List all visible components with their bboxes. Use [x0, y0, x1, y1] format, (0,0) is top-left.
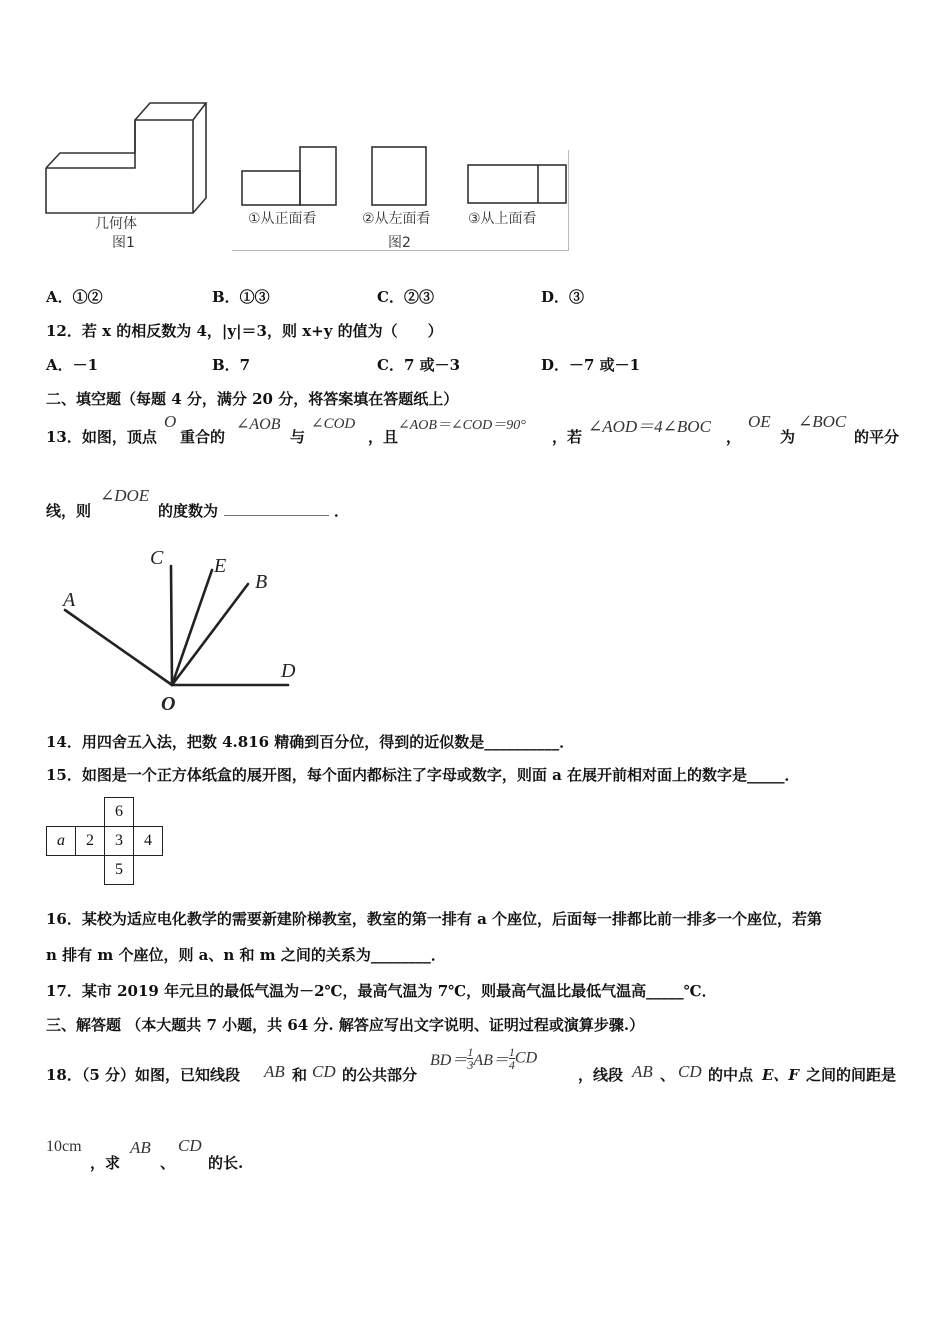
q18-midpoints-ef: E、F	[762, 1066, 800, 1084]
q18-text-2: 和	[292, 1066, 308, 1084]
q13-angle-figure	[55, 540, 315, 715]
q18-segment-ab-2: AB	[632, 1062, 653, 1081]
q16-question-line-2: n 排有 m 个座位，则 a、n 和 m 之间的关系为________．	[46, 946, 446, 964]
ray-oa	[65, 610, 172, 685]
q13-equal-angles: ∠AOB＝∠COD＝90°	[398, 418, 526, 433]
label-a: A	[63, 589, 76, 611]
q18-text-6: 的中点	[708, 1066, 754, 1084]
net-face-3: 3	[105, 827, 134, 856]
label-d: D	[281, 660, 296, 682]
q13-angle-cod: ∠COD	[311, 416, 356, 432]
q13-line-2	[46, 486, 546, 522]
q18-fraction-2-den: 4	[508, 1058, 515, 1072]
q11-option-b: B．①③	[212, 288, 270, 306]
q11-figure	[40, 95, 570, 255]
q13-vertex-o: O	[164, 412, 177, 431]
q18-fraction-1-num: 1	[467, 1045, 474, 1059]
front-view-drawing	[240, 145, 340, 207]
q13-text-6: ，	[726, 428, 742, 446]
q18-line-1	[46, 1040, 926, 1090]
q13-text-4: ，且	[368, 428, 399, 446]
q17-question: 17．某市 2019 年元旦的最低气温为－2℃，最高气温为 7℃，则最高气温比最低气温高_____℃．	[46, 982, 717, 1000]
q12-option-b: B．7	[212, 356, 251, 374]
q18-text-7: 之间的间距是	[806, 1066, 897, 1084]
label-b: B	[255, 571, 268, 593]
q18-text-3: 的公共部分	[342, 1066, 418, 1084]
q18-cd-end: CD	[514, 1049, 538, 1067]
q13-text-1: 13．如图，顶点	[46, 428, 157, 446]
q11-option-c: C．②③	[377, 288, 434, 306]
q18-text-4: ，线段	[578, 1066, 624, 1084]
q12-option-d: D．－7 或－1	[541, 356, 641, 374]
q18-text-5: 、	[660, 1066, 676, 1084]
q11-option-d: D．③	[541, 288, 585, 306]
section-3-heading: 三、解答题 （本大题共 7 小题，共 64 分. 解答应写出文字说明、证明过程或演算步骤.）	[46, 1016, 645, 1034]
net-face-bottom: 5	[105, 856, 134, 885]
net-face-4: 4	[134, 827, 163, 856]
ray-ob	[172, 584, 248, 685]
q13-text-8: 的平分	[854, 428, 900, 446]
q12-option-a: A．－1	[46, 356, 99, 374]
q11-option-a: A．①②	[46, 288, 103, 306]
q18-fraction-2-num: 1	[508, 1045, 515, 1059]
figure-2-label: 图2	[388, 235, 411, 251]
q13-text-5: ，若	[552, 428, 583, 446]
q13-line-1	[46, 412, 916, 452]
q18-text-9: 、	[160, 1154, 176, 1172]
q13-text-10: 的度数为	[158, 502, 219, 520]
cube-net	[46, 797, 163, 885]
q15-question: 15．如图是一个正方体纸盒的展开图，每个面内都标注了字母或数字，则面 a 在展开前相对面上的数字是_____．	[46, 766, 800, 784]
q16-question-line-1: 16．某校为适应电化教学的需要新建阶梯教室，教室的第一排有 a 个座位，后面每一排都比前一排多一个座位，若第	[46, 910, 823, 928]
q18-segment-cd-2: CD	[678, 1062, 702, 1081]
net-face-top: 6	[105, 798, 134, 827]
q13-text-2: 重合的	[180, 428, 226, 446]
q12-option-c: C．7 或－3	[377, 356, 461, 374]
q18-segment-cd: CD	[312, 1062, 336, 1081]
q18-ab-eq: AB＝	[473, 1052, 509, 1069]
q18-line-2	[46, 1134, 446, 1174]
solid-label: 几何体	[95, 216, 137, 232]
q13-angle-doe: ∠DOE	[100, 486, 150, 505]
left-view-label: ②从左面看	[362, 211, 431, 227]
q13-text-7: 为	[780, 428, 796, 446]
q18-distance: 10cm	[46, 1138, 82, 1155]
section-2-heading: 二、填空题（每题 4 分，满分 20 分，将答案填在答题纸上）	[46, 390, 459, 408]
q18-text-10: 的长.	[208, 1154, 244, 1172]
l-shaped-solid-drawing	[40, 95, 210, 220]
top-view-drawing	[466, 163, 570, 207]
top-view-label: ③从上面看	[468, 211, 537, 227]
q13-angle-aob: ∠AOB	[236, 416, 281, 433]
q18-segment-ab: AB	[264, 1062, 285, 1081]
q18-text-8: ，求	[90, 1154, 121, 1172]
label-e: E	[214, 555, 227, 577]
q18-equation	[430, 1046, 537, 1071]
net-face-2: 2	[76, 827, 105, 856]
q18-text-1: 18．（5 分）如图，已知线段	[46, 1066, 241, 1084]
left-view-drawing	[370, 145, 430, 207]
figure-1-label: 图1	[112, 235, 135, 251]
q13-answer-blank: ______________	[224, 498, 329, 516]
q13-ray-oe: OE	[748, 412, 771, 431]
ray-oc	[171, 566, 172, 685]
q14-question: 14．用四舍五入法，把数 4.816 精确到百分位，得到的近似数是__________．	[46, 733, 575, 751]
q18-segment-ab-3: AB	[130, 1138, 151, 1157]
q18-fraction-1-den: 3	[467, 1058, 474, 1072]
ray-oe	[172, 570, 212, 685]
q13-text-9: 线，则	[46, 502, 92, 520]
net-face-a: a	[47, 827, 76, 856]
q13-angle-boc: ∠BOC	[798, 412, 847, 431]
q18-segment-cd-3: CD	[178, 1136, 202, 1155]
q13-text-3: 与	[290, 428, 306, 446]
q12-question: 12．若 x 的相反数为 4，|y|＝3，则 x+y 的值为（ ）	[46, 322, 443, 340]
front-view-label: ①从正面看	[248, 211, 317, 227]
label-c: C	[150, 547, 164, 569]
q18-bd: BD＝	[430, 1052, 468, 1069]
q13-angle-relation: ∠AOD＝4∠BOC	[588, 417, 711, 436]
label-o: O	[161, 693, 176, 715]
q13-end: ．	[334, 502, 350, 520]
